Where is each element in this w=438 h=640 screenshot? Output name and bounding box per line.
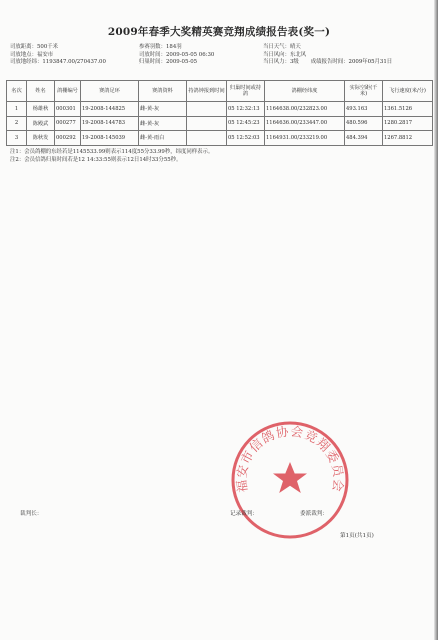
- cell-pigeon-info: 雌-黄-灰: [139, 116, 187, 131]
- cell-pigeon-info: 雌-黄-雨白: [139, 131, 187, 146]
- cell-loft-id: 000292: [55, 131, 81, 146]
- cell-clock-time: [187, 102, 227, 117]
- cell-clock-time: [187, 116, 227, 131]
- svg-text:福安市信鸽协会竞翔委员会: 福安市信鸽协会竞翔委员会: [233, 423, 347, 494]
- cell-loft-id: 000301: [55, 102, 81, 117]
- cell-clock-time: [187, 131, 227, 146]
- header-speed: 飞行速度(米/分): [383, 81, 433, 102]
- recorder-signature-label: 记录裁判：: [230, 511, 258, 517]
- meta-report-date: 成绩报告时间：2009年05月31日: [310, 59, 393, 65]
- header-clock-time: 持鸽钟报到时间: [187, 81, 227, 102]
- cell-speed: 1361.5126: [383, 102, 433, 117]
- meta-release-site: 司放地点：福安市: [10, 51, 54, 58]
- cell-arrival-time: 05 12:45:23: [227, 116, 265, 131]
- meta-release-coords: 司放地经纬：1193847.00/270437.00: [10, 59, 106, 65]
- cell-loft-coords: 1164638.00/232823.00: [265, 102, 345, 117]
- judge-signature-label: 裁判长：: [20, 511, 43, 517]
- committee-signature-label: 委派裁判：: [300, 511, 328, 517]
- cell-speed: 1280.2817: [383, 116, 433, 131]
- meta-entries: 参赛羽数：184羽: [139, 44, 182, 50]
- cell-arrival-time: 05 12:32:13: [227, 102, 265, 117]
- header-loft-coords: 鸽棚经纬度: [265, 81, 345, 102]
- page-edge-shadow: [434, 0, 438, 640]
- stamp-star-icon: [273, 462, 307, 493]
- official-seal-stamp: [228, 418, 352, 542]
- cell-arrival-time: 05 12:52:03: [227, 131, 265, 146]
- header-pigeon-info: 赛鸽资料: [139, 81, 187, 102]
- meta-wind-force: 当日风力：3级 成绩报告时间：2009年05月31日: [263, 59, 393, 65]
- table-row: [7, 131, 433, 146]
- cell-distance: 493.163: [345, 102, 383, 117]
- footnote-2: 注2：会员信鸽归巢时间若是12 14:33:55则表示12日14时33分55秒。: [10, 156, 182, 163]
- meta-wind-direction: 当日风向：东北风: [263, 51, 307, 58]
- cell-rank: 3: [7, 131, 27, 146]
- header-distance: 实际空距(千米): [345, 81, 383, 102]
- cell-distance: 484.394: [345, 131, 383, 146]
- cell-ring: 19-2008-144783: [81, 116, 139, 131]
- report-title: 2009年春季大奖精英赛竞翔成绩报告表(奖一): [107, 26, 331, 38]
- cell-speed: 1267.8812: [383, 131, 433, 146]
- header-rank: 名次: [7, 81, 27, 102]
- table-header-row: [7, 81, 433, 102]
- meta-distance: 司放距离：500千米: [10, 44, 59, 50]
- meta-weather: 当日天气：晴天: [263, 44, 301, 50]
- footnote-1: 注1：会员鸽棚的东经若是1145533.99则表示114度55分33.99秒，纬度同样表示。: [10, 149, 214, 155]
- results-table: [6, 80, 433, 146]
- footnotes: [10, 149, 213, 164]
- header-arrival-time: 归巢时间或持鸽: [227, 81, 265, 102]
- header-ring: 赛鸽足环: [81, 81, 139, 102]
- cell-loft-coords: 1164636.00/233447.00: [265, 116, 345, 131]
- cell-pigeon-info: 雌-黄-灰: [139, 102, 187, 117]
- meta-column-3: [263, 44, 392, 67]
- meta-return-time: 归巢时间：2009-05-05: [139, 59, 198, 65]
- cell-ring: 19-2008-145039: [81, 131, 139, 146]
- header-name: 姓名: [27, 81, 55, 102]
- cell-name: 陈殿武: [27, 116, 55, 131]
- cell-rank: 1: [7, 102, 27, 117]
- meta-column-2: [139, 44, 214, 67]
- cell-loft-coords: 1164931.00/233219.00: [265, 131, 345, 146]
- meta-release-time: 司放时间：2009-05-05 06:30: [139, 51, 215, 58]
- table-row: [7, 116, 433, 131]
- cell-distance: 480.596: [345, 116, 383, 131]
- meta-column-1: [10, 44, 106, 67]
- page-number: 第1页(共1页): [340, 533, 374, 539]
- cell-loft-id: 000277: [55, 116, 81, 131]
- table-row: [7, 102, 433, 117]
- header-loft-id: 鸽棚编号: [55, 81, 81, 102]
- cell-rank: 2: [7, 116, 27, 131]
- cell-ring: 19-2008-144825: [81, 102, 139, 117]
- cell-name: 杨雄秋: [27, 102, 55, 117]
- cell-name: 陈秋发: [27, 131, 55, 146]
